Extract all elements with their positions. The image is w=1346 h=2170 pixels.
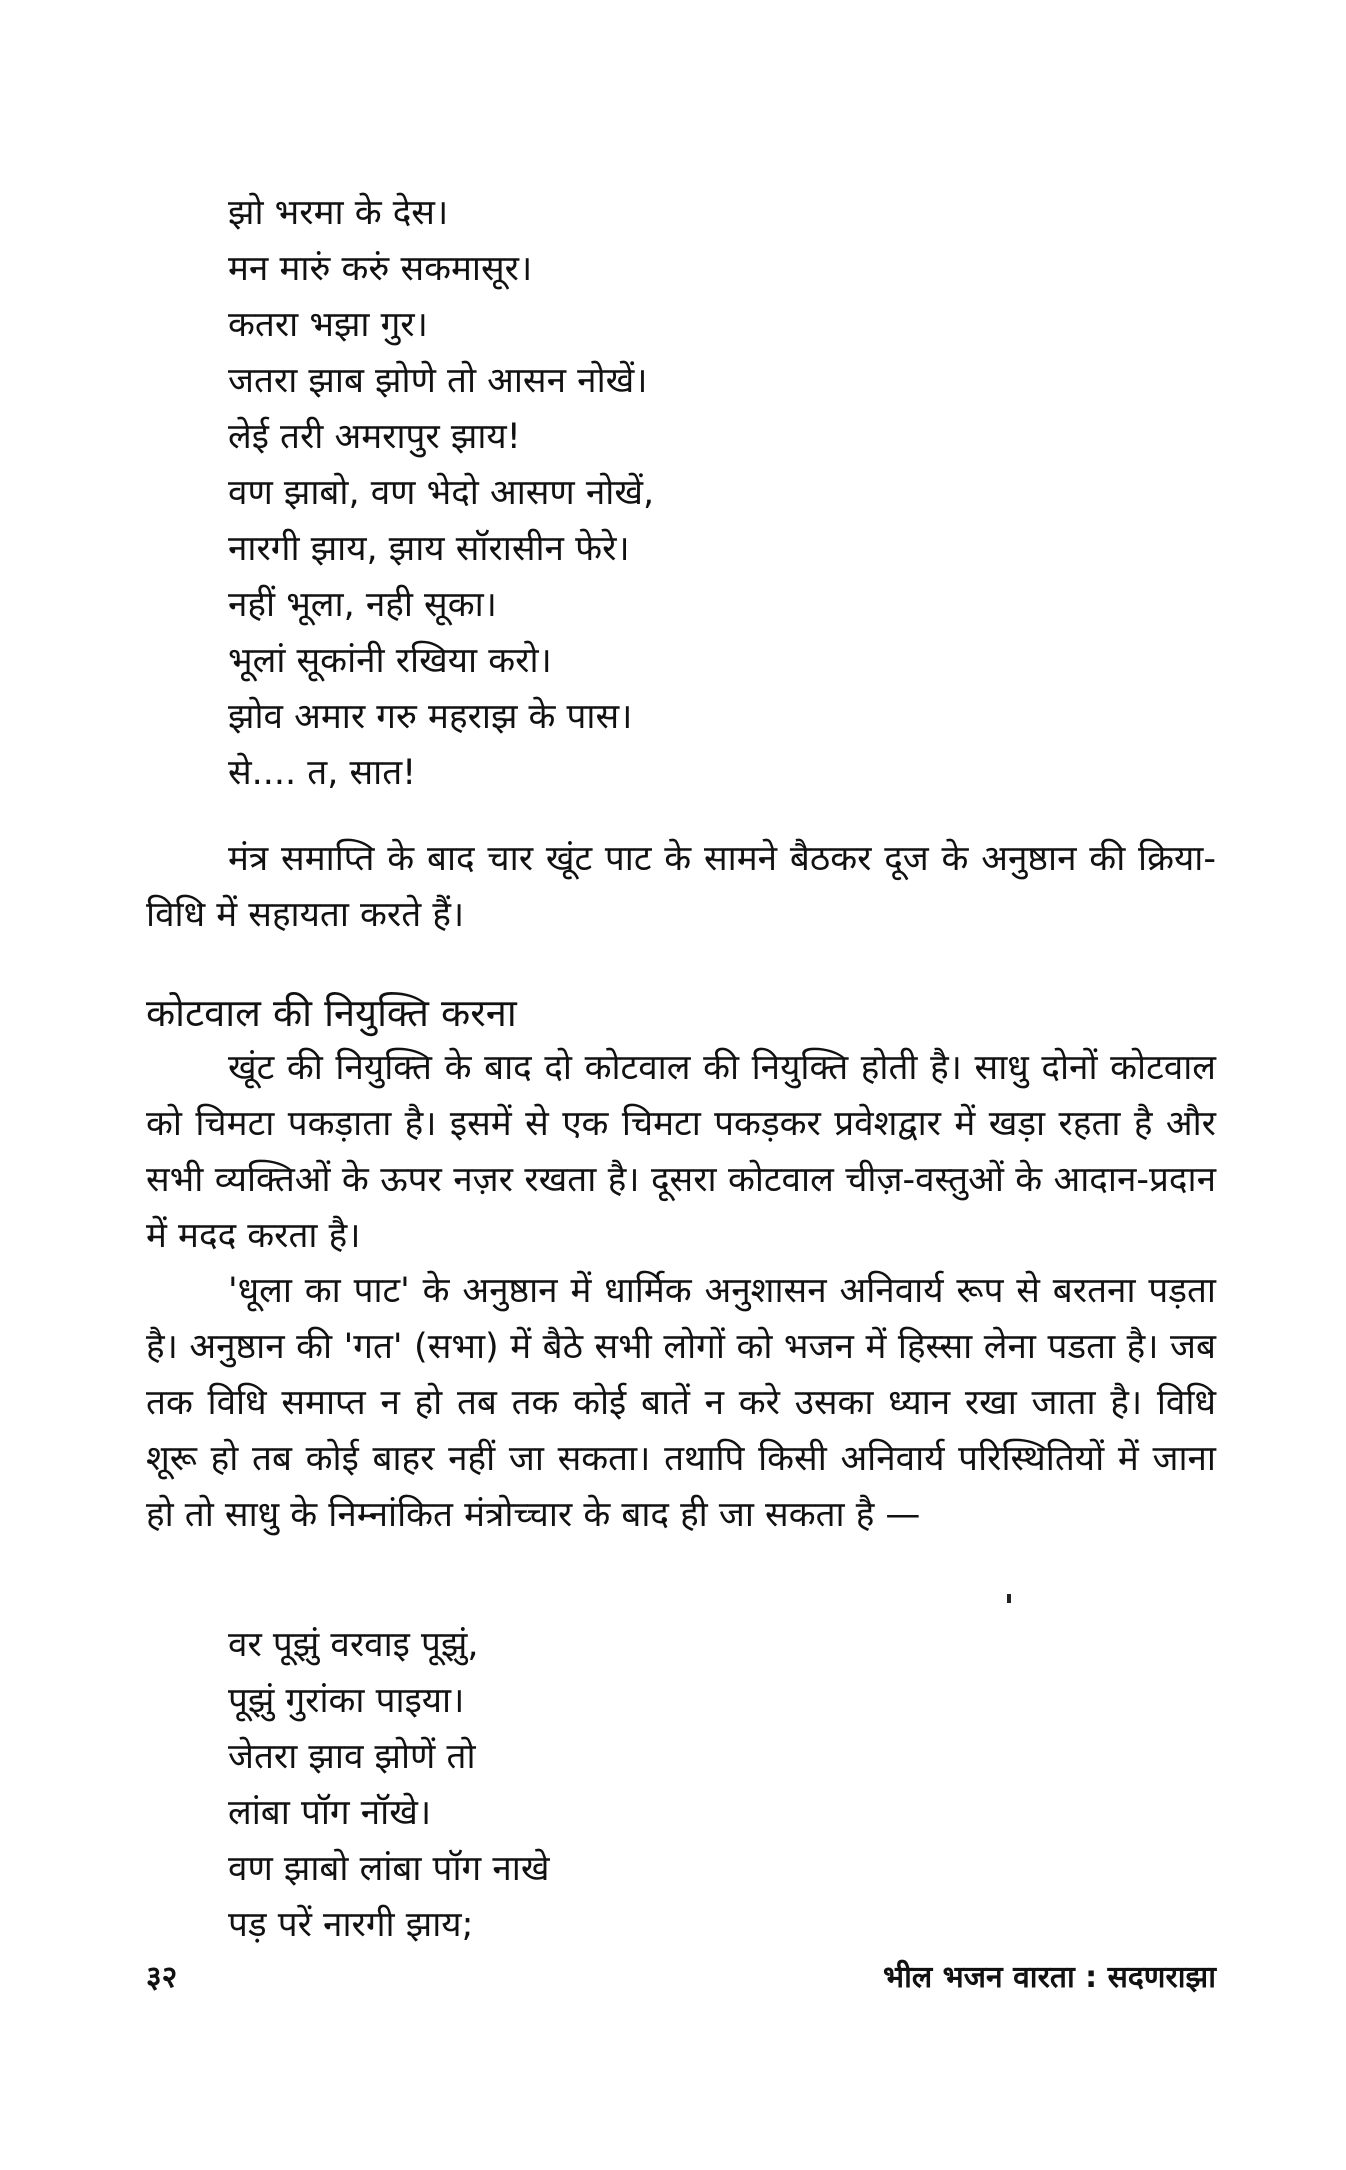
paragraph-discipline: 'धूला का पाट' के अनुष्ठान में धार्मिक अनुशासन अनिवार्य रूप से बरतना पड़ता है। अनुष्ठान की 'गत' (सभा) में बैठे सभी लोगों को भजन में हिस्सा लेना पडता है। जब तक विधि समाप्त न हो तब तक कोई बातें न करे उसका ध्यान रखा जाता है। विधि शूरू हो तब कोई बाहर नहीं जा सकता। तथापि किसी अनिवार्य परिस्थितियों में जाना हो तो साधु के निम्नांकित मंत्रोच्चार के बाद ही जा सकता है — <box>146 1271 1216 1535</box>
paragraph-mantra-end: मंत्र समाप्ति के बाद चार खूंट पाट के सामने बैठकर दूज के अनुष्ठान की क्रिया-विधि में सहायता करते हैं। <box>146 839 1216 935</box>
print-speck <box>1007 1594 1011 1603</box>
verse-line: पड़ परें नारगी झाय; <box>228 1905 474 1945</box>
verse-line: भूलां सूकांनी रखिया करो। <box>228 641 552 681</box>
section-heading: कोटवाल की नियुक्ति करना <box>146 991 517 1035</box>
verse-line: नहीं भूला, नही सूका। <box>228 585 497 625</box>
page-number: ३२ <box>146 1960 178 1995</box>
verse-line: वण झाबो, वण भेदो आसण नोखें, <box>228 473 655 513</box>
verse-line: लांबा पॉग नॉखे। <box>228 1793 432 1833</box>
verse-line: पूझुं गुरांका पाइया। <box>228 1681 465 1721</box>
verse-line: वर पूझुं वरवाइ पूझुं, <box>228 1625 479 1665</box>
verse-line: वण झाबो लांबा पॉग नाखे <box>228 1849 550 1889</box>
verse-line: से.... त, सात! <box>228 753 417 793</box>
verse-line: कतरा भझा गुर। <box>228 305 428 345</box>
running-title: भील भजन वारता : सदणराझा <box>883 1960 1216 1995</box>
verse-line: लेई तरी अमरापुर झाय! <box>228 417 521 457</box>
verse-block-2 <box>228 1617 549 1953</box>
verse-line: मन मारुं करुं सकमासूर। <box>228 249 533 289</box>
verse-line: झो भरमा के देस। <box>228 193 449 233</box>
verse-line: झोव अमार गरु महराझ के पास। <box>228 697 633 737</box>
verse-block-1 <box>228 185 654 801</box>
verse-line: जेतरा झाव झोणें तो <box>228 1737 476 1777</box>
paragraph-kotwal: खूंट की नियुक्ति के बाद दो कोटवाल की नियुक्ति होती है। साधु दोनों कोटवाल को चिमटा पकड़ाता है। इसमें से एक चिमटा पकड़कर प्रवेशद्वार में खड़ा रहता है और सभी व्यक्तिओं के ऊपर नज़र रखता है। दूसरा कोटवाल चीज़-वस्तुओं के आदान-प्रदान में मदद करता है। <box>146 1048 1216 1256</box>
verse-line: नारगी झाय, झाय सॉरासीन फेरे। <box>228 529 630 569</box>
verse-line: जतरा झाब झोणे तो आसन नोखें। <box>228 361 648 401</box>
